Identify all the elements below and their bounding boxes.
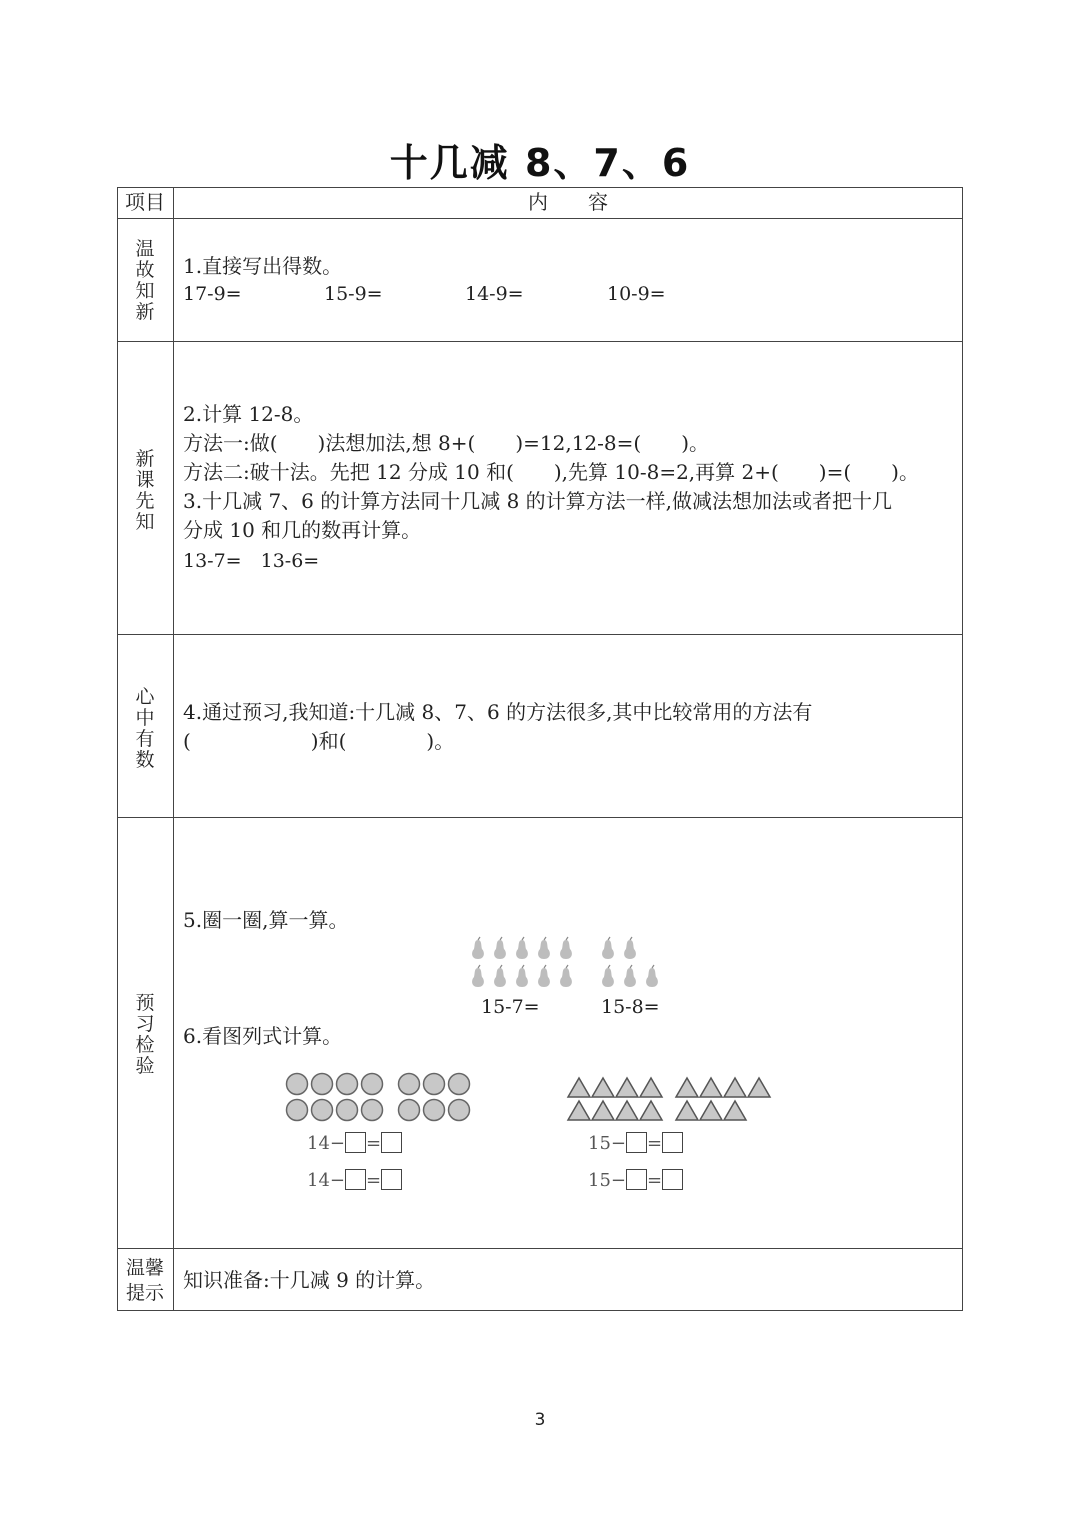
row-divider (117, 1248, 963, 1249)
circle-icon (424, 1074, 445, 1095)
page-number: 3 (534, 1410, 546, 1430)
pear-icon (516, 965, 528, 987)
row-divider (117, 341, 963, 342)
column-divider (173, 187, 174, 1311)
table-border-bottom (117, 1310, 963, 1311)
triangle-equation-2: 15− = (588, 1169, 683, 1191)
circle-icon (312, 1100, 333, 1121)
pears-illustration (467, 933, 667, 993)
pear-icon (472, 965, 484, 987)
row-divider (117, 817, 963, 818)
pear-icon (494, 965, 506, 987)
triangle-icon (592, 1078, 614, 1097)
question-4-line-2: ( )和( )。 (183, 729, 455, 753)
answer-box[interactable] (345, 1169, 366, 1190)
section-label-summary: 心 中 有 数 (135, 686, 155, 771)
circle-icon (312, 1074, 333, 1095)
triangle-icon (640, 1078, 662, 1097)
pear-icon (494, 937, 506, 959)
pear-icon (538, 937, 550, 959)
page-title: 十几减 8、7、6 (389, 141, 691, 185)
equation: 14-9= (465, 283, 524, 305)
triangle-icon (748, 1078, 770, 1097)
question-6: 6.看图列式计算。 (183, 1024, 343, 1048)
pear-icon (560, 937, 572, 959)
triangle-icon (568, 1078, 590, 1097)
question-5-equation: 15-8= (601, 996, 660, 1018)
row-divider (117, 634, 963, 635)
question-5: 5.圈一圈,算一算。 (183, 908, 349, 932)
question-3-line-2: 分成 10 和几的数再计算。 (183, 518, 422, 542)
circle-icon (399, 1100, 420, 1121)
triangle-icon (640, 1101, 662, 1120)
circle-icon (362, 1074, 383, 1095)
pear-icon (624, 965, 636, 987)
circle-icon (399, 1074, 420, 1095)
answer-box[interactable] (381, 1169, 402, 1190)
pear-icon (646, 965, 658, 987)
answer-box[interactable] (662, 1132, 683, 1153)
answer-box[interactable] (345, 1132, 366, 1153)
header-project: 项目 (125, 190, 165, 214)
pear-icon (472, 937, 484, 959)
section-label-check: 预 习 检 验 (135, 992, 155, 1077)
answer-box[interactable] (626, 1169, 647, 1190)
circle-equation-2: 14− = (307, 1169, 402, 1191)
pear-icon (516, 937, 528, 959)
header-content: 内 容 (528, 190, 608, 214)
equation: 10-9= (607, 283, 666, 305)
answer-box[interactable] (626, 1132, 647, 1153)
answer-box[interactable] (662, 1169, 683, 1190)
method-one: 方法一:做( )法想加法,想 8+( )=12,12-8=( )。 (183, 431, 710, 455)
circle-icon (362, 1100, 383, 1121)
worksheet-table (117, 187, 963, 1311)
circle-icon (424, 1100, 445, 1121)
triangle-icon (616, 1078, 638, 1097)
equation: 15-9= (324, 283, 383, 305)
triangle-icon (724, 1078, 746, 1097)
table-border-right (962, 187, 963, 1311)
triangle-icon (568, 1101, 590, 1120)
pear-icon (624, 937, 636, 959)
triangle-icon (700, 1078, 722, 1097)
question-4-line-1: 4.通过预习,我知道:十几减 8、7、6 的方法很多,其中比较常用的方法有 (183, 700, 813, 724)
question-3-equations: 13-7= 13-6= (183, 550, 320, 572)
pear-icon (538, 965, 550, 987)
section-label-review: 温 故 知 新 (135, 238, 155, 323)
triangles-illustration (566, 1075, 781, 1123)
question-1: 1.直接写出得数。 (183, 254, 343, 278)
circle-icon (337, 1074, 358, 1095)
row-divider (117, 218, 963, 219)
question-3-line-1: 3.十几减 7、6 的计算方法同十几减 8 的计算方法一样,做减法想加法或者把十几 (183, 489, 893, 513)
circles-illustration (284, 1072, 474, 1124)
circle-icon (287, 1100, 308, 1121)
circle-icon (449, 1074, 470, 1095)
tips-text: 知识准备:十几减 9 的计算。 (183, 1268, 436, 1292)
pear-icon (560, 965, 572, 987)
triangle-icon (676, 1078, 698, 1097)
method-two: 方法二:破十法。先把 12 分成 10 和( ),先算 10-8=2,再算 2+( )=( )。 (183, 460, 919, 484)
equation: 17-9= (183, 283, 242, 305)
answer-box[interactable] (381, 1132, 402, 1153)
circle-icon (449, 1100, 470, 1121)
triangle-icon (724, 1101, 746, 1120)
question-2: 2.计算 12-8。 (183, 402, 314, 426)
triangle-icon (616, 1101, 638, 1120)
circle-icon (287, 1074, 308, 1095)
section-label-tips: 温馨 提示 (125, 1257, 164, 1304)
section-label-new-lesson: 新 课 先 知 (135, 448, 155, 533)
triangle-icon (700, 1101, 722, 1120)
question-5-equation: 15-7= (481, 996, 540, 1018)
triangle-equation-1: 15− = (588, 1132, 683, 1154)
triangle-icon (676, 1101, 698, 1120)
pear-icon (602, 965, 614, 987)
triangle-icon (592, 1101, 614, 1120)
pear-icon (602, 937, 614, 959)
circle-equation-1: 14− = (307, 1132, 402, 1154)
circle-icon (337, 1100, 358, 1121)
